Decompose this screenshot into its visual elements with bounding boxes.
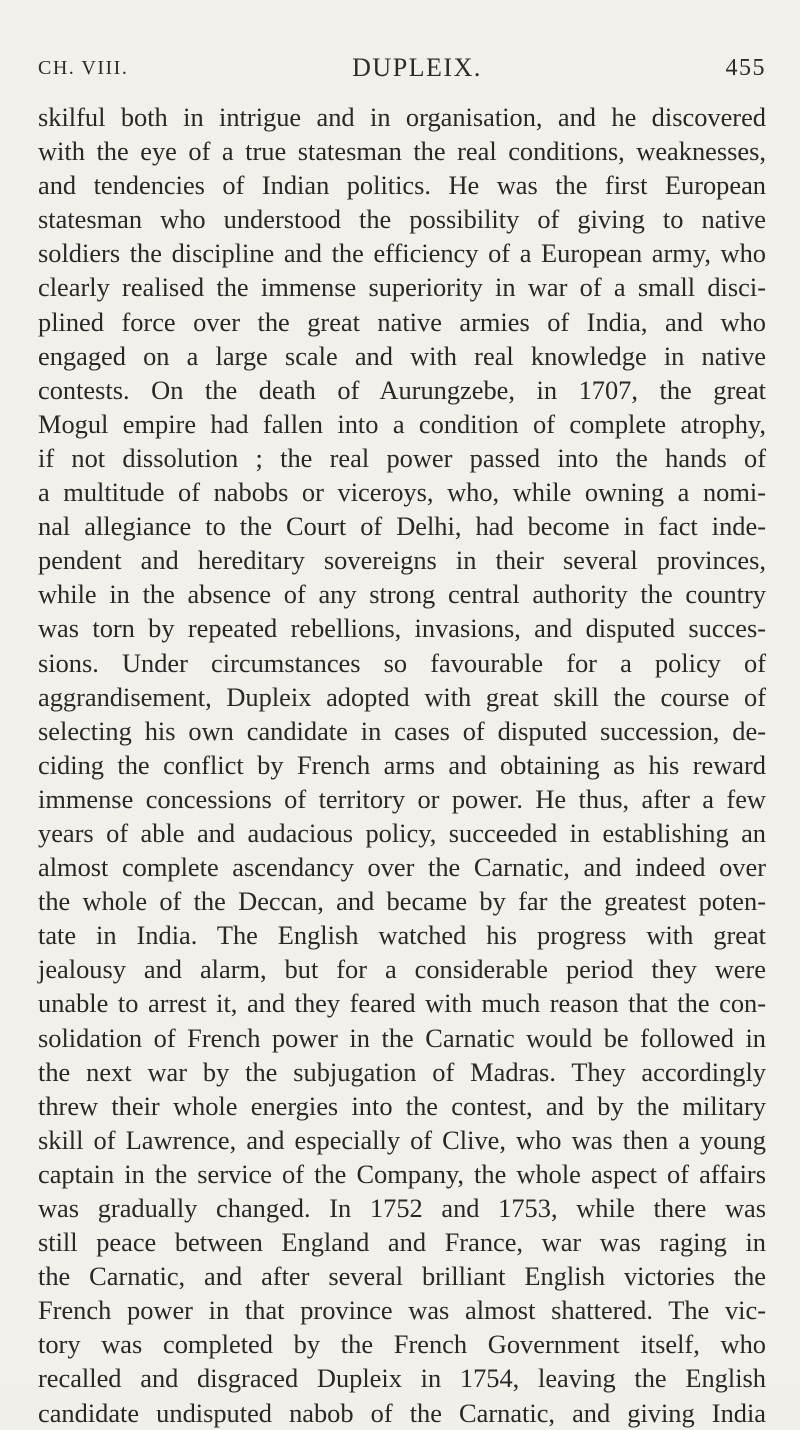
text-line: while in the absence of any strong central authority the country bbox=[38, 579, 766, 610]
text-line: ciding the conflict by French arms and obtaining as his reward bbox=[38, 749, 766, 780]
text-line: and tendencies of Indian politics. He was the first European bbox=[38, 170, 766, 201]
text-line: skill of Lawrence, and especially of Clive, who was then a young bbox=[38, 1124, 766, 1155]
text-line: statesman who understood the possibility of giving to native bbox=[38, 204, 766, 235]
text-line: the whole of the Deccan, and became by far the greatest poten- bbox=[38, 886, 766, 917]
text-line: almost complete ascendancy over the Carnatic, and indeed over bbox=[38, 852, 766, 883]
text-line: a multitude of nabobs or viceroys, who, while owning a nomi- bbox=[38, 477, 766, 508]
text-line: immense concessions of territory or power. He thus, after a few bbox=[38, 783, 766, 814]
text-line: unable to arrest it, and they feared with much reason that the con- bbox=[38, 988, 766, 1019]
text-line: with the eye of a true statesman the real conditions, weaknesses, bbox=[38, 136, 766, 167]
text-line: if not dissolution ; the real power passed into the hands of bbox=[38, 442, 766, 473]
text-line: Mogul empire had fallen into a condition of complete atrophy, bbox=[38, 408, 766, 439]
text-line: contests. On the death of Aurungzebe, in 1707, the great bbox=[38, 374, 766, 405]
text-line: skilful both in intrigue and in organisation, and he discovered bbox=[38, 102, 766, 132]
running-title: DUPLEIX. bbox=[352, 53, 482, 82]
text-line: the next war by the subjugation of Madras. They accordingly bbox=[38, 1056, 766, 1087]
text-line: aggrandisement, Dupleix adopted with great skill the course of bbox=[38, 681, 766, 712]
text-line: years of able and audacious policy, succeeded in establishing an bbox=[38, 817, 766, 848]
text-line: threw their whole energies into the contest, and by the military bbox=[38, 1090, 766, 1121]
text-line: clearly realised the immense superiority in war of a small disci- bbox=[38, 272, 766, 303]
text-line: French power in that province was almost shattered. The vic- bbox=[38, 1295, 766, 1326]
text-line: still peace between England and France, war was raging in bbox=[38, 1227, 766, 1258]
text-line: solidation of French power in the Carnatic would be followed in bbox=[38, 1022, 766, 1053]
text-line: the Carnatic, and after several brilliant English victories the bbox=[38, 1261, 766, 1292]
text-line: captain in the service of the Company, the whole aspect of affairs bbox=[38, 1158, 766, 1189]
text-line: soldiers the discipline and the efficiency of a European army, who bbox=[38, 238, 766, 269]
text-line: plined force over the great native armies of India, and who bbox=[38, 306, 766, 337]
text-line: was gradually changed. In 1752 and 1753, while there was bbox=[38, 1193, 766, 1223]
chapter-label: CH. VIII. bbox=[38, 57, 129, 79]
body-paragraph bbox=[38, 100, 766, 1430]
running-header bbox=[38, 50, 766, 86]
page-number: 455 bbox=[725, 55, 766, 81]
text-line: tate in India. The English watched his progress with great bbox=[38, 920, 766, 951]
text-line: engaged on a large scale and with real knowledge in native bbox=[38, 340, 766, 371]
text-line: tory was completed by the French Government itself, who bbox=[38, 1329, 766, 1360]
text-line: pendent and hereditary sovereigns in their several provinces, bbox=[38, 545, 766, 576]
text-line: recalled and disgraced Dupleix in 1754, leaving the English bbox=[38, 1363, 766, 1394]
text-line: nal allegiance to the Court of Delhi, had become in fact inde- bbox=[38, 511, 766, 542]
text-line: sions. Under circumstances so favourable for a policy of bbox=[38, 647, 766, 678]
text-line: was torn by repeated rebellions, invasions, and disputed succes- bbox=[38, 613, 766, 644]
text-line: candidate undisputed nabob of the Carnatic, and giving India bbox=[38, 1397, 766, 1428]
text-line: jealousy and alarm, but for a considerable period they were bbox=[38, 954, 766, 985]
text-line: selecting his own candidate in cases of disputed succession, de- bbox=[38, 715, 766, 746]
